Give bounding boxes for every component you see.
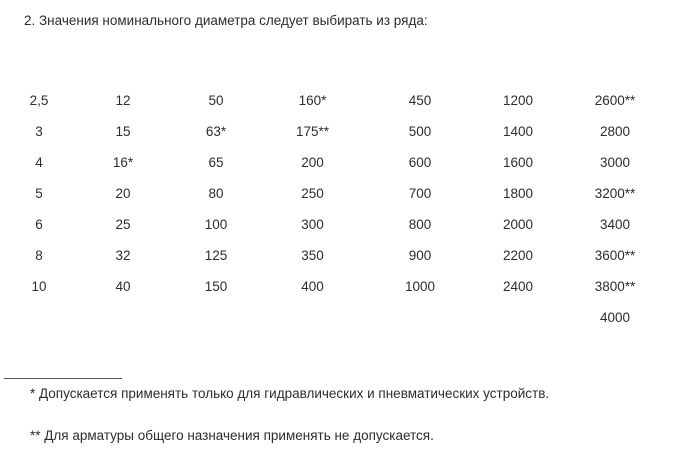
table-cell: 80 bbox=[208, 186, 224, 201]
table-cell: 900 bbox=[408, 248, 432, 263]
table-cell: 3800** bbox=[594, 279, 636, 294]
table-cell: 4000 bbox=[599, 310, 631, 325]
table-cell: 10 bbox=[31, 279, 47, 294]
table-cell: 700 bbox=[408, 186, 432, 201]
table-cell: 450 bbox=[408, 93, 432, 108]
footnote-divider bbox=[4, 378, 122, 379]
table-cell: 150 bbox=[204, 279, 228, 294]
table-cell bbox=[78, 302, 168, 333]
table-cell: 500 bbox=[408, 124, 432, 139]
table-cell: 16* bbox=[112, 155, 134, 170]
table-row bbox=[0, 209, 673, 240]
table-cell bbox=[361, 302, 479, 333]
table-cell: 4 bbox=[35, 155, 43, 170]
table-cell: 100 bbox=[204, 217, 228, 232]
table-cell bbox=[168, 302, 264, 333]
table-cell: 2600** bbox=[594, 93, 636, 108]
table-cell: 65 bbox=[208, 155, 224, 170]
section-heading: 2. Значения номинального диаметра следует выбирать из ряда: bbox=[24, 13, 428, 28]
table-cell: 50 bbox=[208, 93, 224, 108]
table-cell bbox=[264, 302, 361, 333]
table-cell: 63* bbox=[205, 124, 227, 139]
table-cell: 3000 bbox=[599, 155, 631, 170]
table-cell: 20 bbox=[115, 186, 131, 201]
table-cell: 3 bbox=[35, 124, 43, 139]
table-cell: 3600** bbox=[594, 248, 636, 263]
table-cell: 1400 bbox=[502, 124, 534, 139]
table-cell: 800 bbox=[408, 217, 432, 232]
table-cell: 160* bbox=[298, 93, 327, 108]
table-cell: 125 bbox=[204, 248, 228, 263]
table-cell: 40 bbox=[115, 279, 131, 294]
table-row bbox=[0, 240, 673, 271]
table-cell bbox=[0, 302, 78, 333]
table-cell: 32 bbox=[115, 248, 131, 263]
table-cell: 1800 bbox=[502, 186, 534, 201]
footnote-double-asterisk: ** Для арматуры общего назначения применять не допускается. bbox=[30, 428, 434, 443]
table-cell: 600 bbox=[408, 155, 432, 170]
table-row bbox=[0, 271, 673, 302]
table-cell: 1600 bbox=[502, 155, 534, 170]
table-cell: 300 bbox=[301, 217, 324, 232]
table-cell: 200 bbox=[301, 155, 324, 170]
table-cell: 1200 bbox=[502, 93, 534, 108]
table-cell: 3400 bbox=[599, 217, 631, 232]
nominal-diameter-table bbox=[0, 85, 673, 333]
table-cell: 25 bbox=[115, 217, 131, 232]
table-row bbox=[0, 178, 673, 209]
table-cell: 6 bbox=[35, 217, 43, 232]
table-row bbox=[0, 147, 673, 178]
table-cell: 12 bbox=[115, 93, 131, 108]
table-cell bbox=[479, 302, 557, 333]
table-row bbox=[0, 116, 673, 147]
table-cell: 15 bbox=[115, 124, 131, 139]
table-row bbox=[0, 85, 673, 116]
table-cell: 2800 bbox=[599, 124, 631, 139]
table-row bbox=[0, 302, 673, 333]
table-cell: 175** bbox=[295, 124, 330, 139]
footnote-single-asterisk: * Допускается применять только для гидравлических и пневматических устройств. bbox=[30, 386, 550, 401]
table-cell: 3200** bbox=[594, 186, 636, 201]
table-cell: 250 bbox=[301, 186, 324, 201]
table-cell: 5 bbox=[35, 186, 43, 201]
table-cell: 2000 bbox=[502, 217, 534, 232]
table-cell: 350 bbox=[301, 248, 324, 263]
table-cell: 2400 bbox=[502, 279, 534, 294]
table-cell: 1000 bbox=[404, 279, 436, 294]
table-cell: 2200 bbox=[502, 248, 534, 263]
table-cell: 8 bbox=[35, 248, 43, 263]
table-cell: 400 bbox=[301, 279, 324, 294]
table-cell: 2,5 bbox=[29, 93, 49, 108]
